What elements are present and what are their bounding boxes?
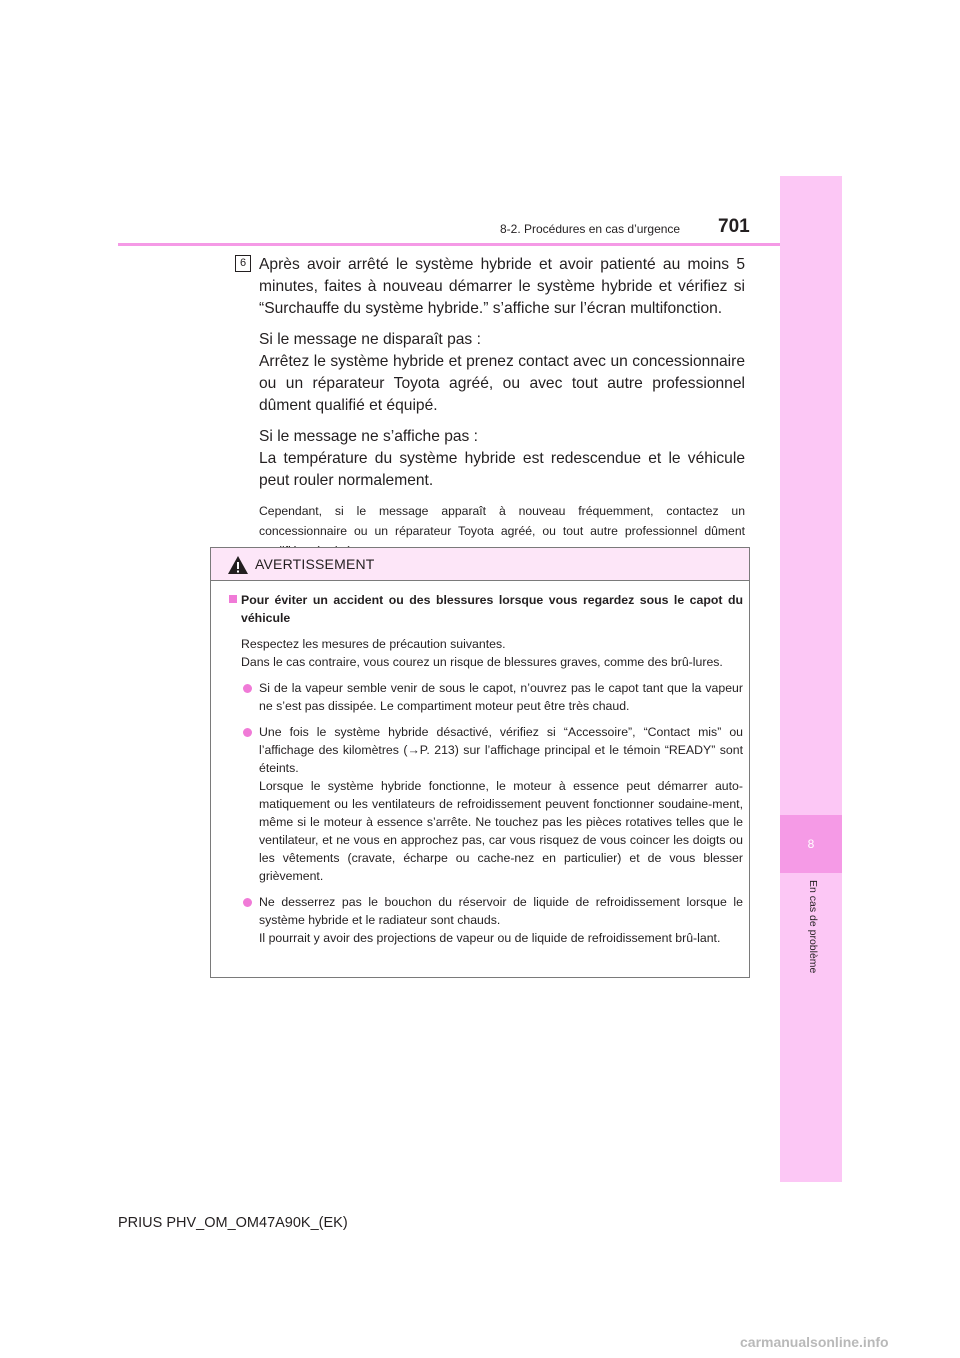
- warning-triangle-icon: [227, 555, 249, 575]
- warning-box: [210, 547, 750, 978]
- chapter-side-strip: [780, 176, 842, 1182]
- step-paragraph: Arrêtez le système hybride et prenez contact avec un concessionnaire ou un réparateur Toyota agréé, ou avec tout autre professionnel dûment qualifié et équipé.: [259, 353, 745, 414]
- warning-bullet-text: Lorsque le système hybride fonctionne, le moteur à essence peut démarrer auto-matiquement ou les ventilateurs de refroidissement peuvent fonctionner soudaine-ment, même si le moteur à essence s’arrête. Ne touchez pas les pièces rotatives telles que le ventilateur, et ne vous en approchez pas, car vous risquez de vous coincer les doigts ou les vêtements (cravate, écharpe ou cache-nez en particulier) et de vous blesser grièvement.: [259, 779, 743, 883]
- warning-bullet: [229, 893, 743, 947]
- chapter-number-tab[interactable]: 8: [780, 815, 842, 873]
- warning-intro-line: Dans le cas contraire, vous courez un risque de blessures graves, comme des brû-lures.: [241, 655, 723, 669]
- warning-subheading: [229, 591, 743, 627]
- warning-bullet-text: Ne desserrez pas le bouchon du réservoir de liquide de refroidissement lorsque le système hybride et le radiateur sont chauds.: [259, 895, 743, 927]
- warning-bullet-text: Une fois le système hybride désactivé, vérifiez si “Accessoire”, “Contact mis” ou l’affichage des kilomètres (→P. 213) sur l’affichage principal et le témoin “READY” sont éteints.: [259, 725, 743, 775]
- step-note: Cependant, si le message apparaît à nouveau fréquemment, contactez un concessionnaire ou un réparateur Toyota agréé, ou tout autre professionnel dûment: [259, 504, 745, 538]
- step-paragraph: La température du système hybride est redescendue et le véhicule peut rouler normalement.: [259, 450, 745, 489]
- header-rule: [118, 243, 780, 246]
- warning-bullet: [229, 679, 743, 715]
- warning-intro: [229, 635, 743, 671]
- step-paragraph: Si le message ne s’affiche pas :: [259, 428, 479, 445]
- warning-title: AVERTISSEMENT: [255, 556, 375, 572]
- warning-bullet-text: Si de la vapeur semble venir de sous le capot, n’ouvrez pas le capot tant que la vapeur ne s’est pas dissipée. Le compartiment moteur peut être très chaud.: [259, 681, 743, 713]
- warning-intro-line: Respectez les mesures de précaution suivantes.: [241, 637, 506, 651]
- step-number-badge: 6: [235, 255, 251, 272]
- warning-content: [229, 591, 743, 947]
- chapter-title-label: En cas de problème: [807, 880, 819, 974]
- warning-subheading-text: Pour éviter un accident ou des blessures lorsque vous regardez sous le capot du véhicule: [241, 593, 743, 625]
- square-bullet-icon: [229, 595, 237, 603]
- step-paragraph: Si le message ne disparaît pas :: [259, 331, 481, 348]
- warning-bullet: [229, 723, 743, 885]
- document-code: PRIUS PHV_OM_OM47A90K_(EK): [118, 1215, 348, 1231]
- circle-bullet-icon: [243, 898, 252, 907]
- warning-header: [211, 548, 749, 581]
- circle-bullet-icon: [243, 728, 252, 737]
- step-paragraph: Après avoir arrêté le système hybride et avoir patienté au moins 5 minutes, faites à nouveau démarrer le système hybride et vérifiez si “Surchauffe du système hybride.” s’affiche sur l’écran multifonction.: [259, 256, 745, 317]
- step-body: [259, 254, 745, 561]
- page-number: 701: [718, 216, 750, 237]
- circle-bullet-icon: [243, 684, 252, 693]
- warning-bullet-text: Il pourrait y avoir des projections de vapeur ou de liquide de refroidissement brû-lant.: [259, 931, 721, 945]
- header-section-title: 8-2. Procédures en cas d’urgence: [500, 222, 681, 236]
- watermark: carmanualsonline.info: [740, 1334, 889, 1350]
